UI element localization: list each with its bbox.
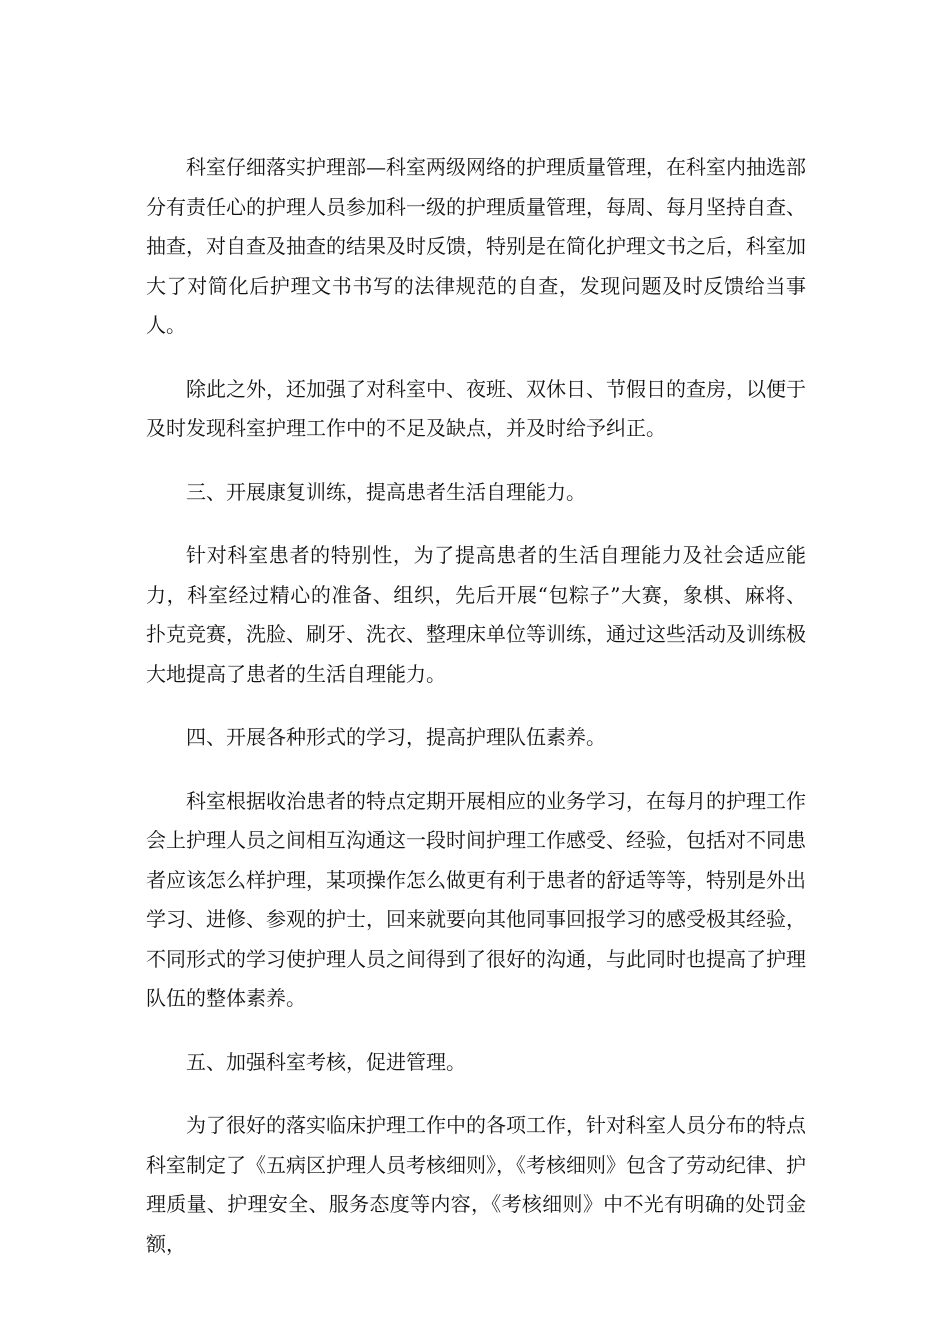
- paragraph-learning: 科室根据收治患者的特点定期开展相应的业务学习，在每月的护理工作会上护理人员之间相互沟通这一段时间护理工作感受、经验，包括对不同患者应该怎么样护理，某项操作怎么做更有利于患者的舒适等等，特别是外出学习、进修、参观的护士，回来就要向其他同事回报学习的感受极其经验，不同形式的学习使护理人员之间得到了很好的沟通，与此同时也提高了护理队伍的整体素养。: [146, 788, 806, 1010]
- heading-section-4: 四、开展各种形式的学习，提高护理队伍素养。: [186, 725, 606, 749]
- paragraph-quality-management: 科室仔细落实护理部—科室两级网络的护理质量管理，在科室内抽选部分有责任心的护理人员参加科一级的护理质量管理，每周、每月坚持自查、抽查，对自查及抽查的结果及时反馈，特别是在简化护理文书之后，科室加大了对简化后护理文书书写的法律规范的自查，发现问题及时反馈给当事人。: [146, 155, 806, 337]
- paragraph-rehab-training: 针对科室患者的特别性，为了提高患者的生活自理能力及社会适应能力，科室经过精心的准备、组织，先后开展“包粽子”大赛，象棋、麻将、扑克竞赛，洗脸、刷牙、洗衣、整理床单位等训练，通过这些活动及训练极大地提高了患者的生活自理能力。: [146, 543, 806, 686]
- paragraph-assessment: 为了很好的落实临床护理工作中的各项工作，针对科室人员分布的特点科室制定了《五病区护理人员考核细则》，《考核细则》包含了劳动纪律、护理质量、护理安全、服务态度等内容，《考核细则》中不光有明确的处罚金额，: [146, 1113, 806, 1256]
- heading-section-3: 三、开展康复训练，提高患者生活自理能力。: [186, 479, 586, 504]
- paragraph-ward-rounds: 除此之外，还加强了对科室中、夜班、双休日、节假日的查房，以便于及时发现科室护理工作中的不足及缺点，并及时给予纠正。: [146, 376, 806, 440]
- document-body: [146, 148, 806, 1288]
- heading-section-5: 五、加强科室考核，促进管理。: [186, 1049, 466, 1074]
